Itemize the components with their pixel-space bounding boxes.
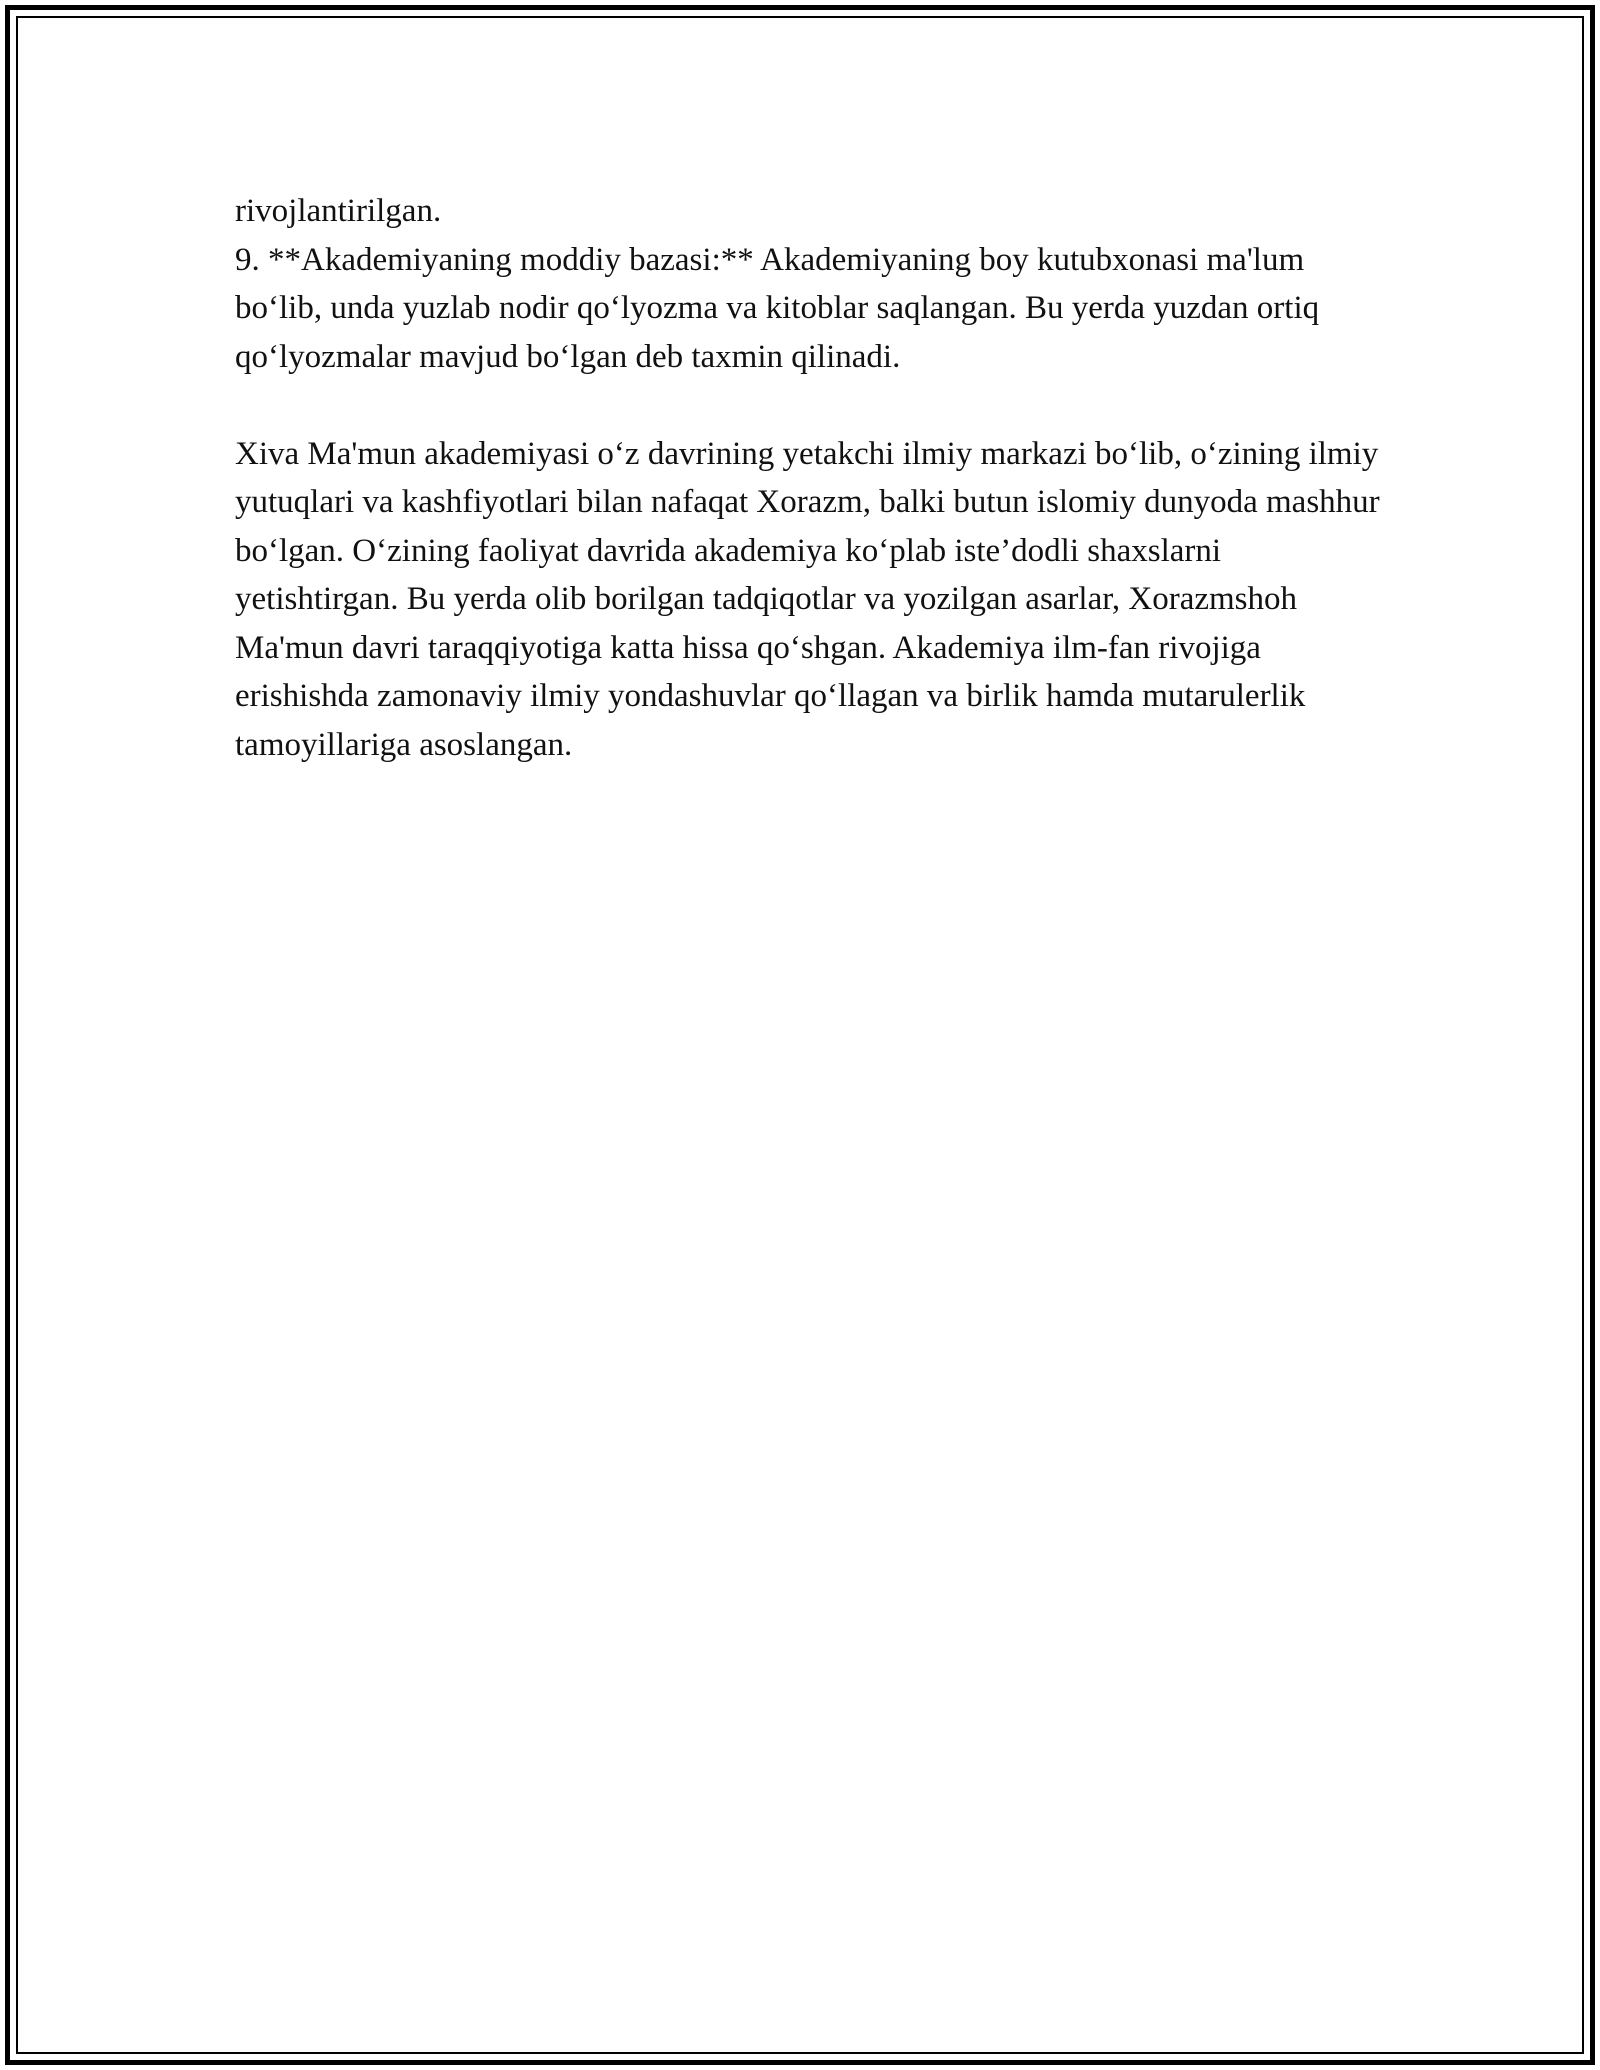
document-body: [235, 187, 1385, 769]
paragraph-gap: [235, 381, 1385, 430]
paragraph-continuation: rivojlantirilgan.: [235, 193, 442, 229]
paragraph-item-9: 9. **Akademiyaning moddiy bazasi:** Akademiyaning boy kutubxonasi ma'lum bo‘lib, unda yuzlab nodir qo‘lyozma va kitoblar saqlangan. Bu yerda yuzdan ortiq qo‘lyozmalar mavjud bo‘lgan deb taxmin qilinadi.: [235, 241, 1320, 375]
paragraph-summary: Xiva Ma'mun akademiyasi o‘z davrining yetakchi ilmiy markazi bo‘lib, o‘zining ilmiy yutuqlari va kashfiyotlari bilan nafaqat Xorazm, balki butun islomiy dunyoda mashhur bo‘lgan. O‘zining faoliyat davrida akademiya ko‘plab iste’dodli shaxslarni yetishtirgan. Bu yerda olib borilgan tadqiqotlar va yozilgan asarlar, Xorazmshoh Ma'mun davri taraqqiyotiga katta hissa qo‘shgan. Akademiya ilm-fan rivojiga erishishda zamonaviy ilmiy yondashuvlar qo‘llagan va birlik hamda mutarulerlik tamoyillariga asoslangan.: [235, 435, 1380, 763]
